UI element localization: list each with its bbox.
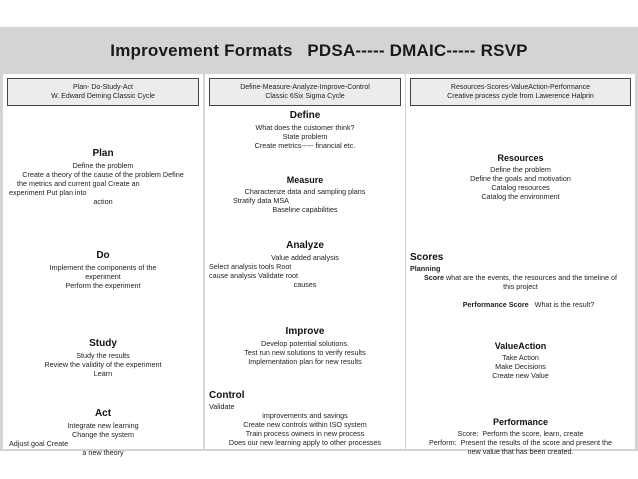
improve-section [209,326,401,366]
improve-line: Implementation plan for new results [248,357,362,366]
act-text: Adjust goal [9,439,45,448]
performance-section [410,416,631,456]
control-line: Train process owners in new process [245,429,365,438]
slide-title: Improvement Formats PDSA----- DMAIC----- RSVP [110,40,528,60]
performance-heading: Performance [492,417,549,427]
plan-line: action [93,197,113,206]
rsvp-header-line: Creative process cycle from Lawerence Halprin [447,93,594,100]
scores-line [410,273,631,282]
act-line: Integrate new learning [67,421,139,430]
scores-bold: Score [424,273,444,282]
do-line: Implement the components of the [49,263,157,272]
control-heading-row [209,390,401,411]
study-line: Review the validity of the experiment [44,360,162,369]
study-line: Learn [93,369,113,378]
pdsa-header-line: W. Edward Deming Classic Cycle [51,93,155,100]
scores-heading-row [410,252,631,273]
performance-line: Perform: Present the results of the score and present the [429,438,612,447]
scores-line [410,291,631,318]
analyze-line [209,271,401,280]
measure-heading: Measure [286,175,324,185]
resources-line: Define the goals and motivation [470,174,571,183]
measure-line: Baseline capabilities [272,205,338,214]
resources-line: Define the problem [490,165,551,174]
control-line: Does our new learning apply to other processes [228,438,382,447]
scores-text: what are the events, the resources and the timeline of [443,273,617,282]
dmaic-header-line: Classic 6Six Sigma Cycle [265,93,345,100]
resources-section [410,152,631,201]
do-heading: Do [96,250,110,261]
valueaction-heading: ValueAction [494,341,547,351]
act-section [7,408,199,457]
measure-line [209,196,401,205]
plan-text: the metrics and current goal [17,179,107,188]
control-heading: Control [209,390,245,401]
analyze-line: causes [293,280,317,289]
plan-line [7,188,199,197]
pdsa-header [7,78,199,106]
act-text: Create [46,439,69,448]
do-line: experiment [85,272,121,281]
plan-text: Create an [108,179,140,188]
resources-line: Catalog the environment [481,192,560,201]
plan-line [7,179,199,188]
scores-section [410,252,631,318]
pdsa-column [3,74,203,457]
plan-text: experiment [9,188,45,197]
measure-text: MSA [273,196,289,205]
slide [0,27,638,457]
control-text: Validate [209,402,235,411]
resources-heading: Resources [497,153,544,163]
dmaic-header [209,78,401,106]
rsvp-header-line: Resources-Scores-ValueAction-Performance [450,84,591,91]
scores-line: this project [503,282,538,291]
plan-line: Create a theory of the cause of the problem Define [22,170,184,179]
valueaction-section [410,340,631,380]
plan-line: Define the problem [72,161,134,170]
define-line: What does the customer think? [255,123,355,132]
measure-section [209,174,401,214]
define-line: State problem [282,132,328,141]
scores-heading: Scores [410,252,444,263]
control-line: improvements and savings [262,411,348,420]
measure-line: Characterize data and sampling plans [244,187,366,196]
rsvp-column [406,74,635,456]
valueaction-line: Create new Value [492,371,549,380]
analyze-line: Value added analysis [271,253,339,262]
analyze-text: Root [276,262,292,271]
study-heading: Study [89,338,117,349]
act-line [7,439,199,448]
dmaic-header-line: Define-Measure-Analyze-Improve-Control [240,84,370,91]
improve-line: Develop potential solutions. [261,339,349,348]
plan-text: Put plan into [46,188,87,197]
define-line: Create metrics----- financial etc. [254,141,356,150]
valueaction-line: Take Action [502,353,539,362]
performance-line: Score: Perform the score, learn, create [457,429,584,438]
act-line: a new theory [82,448,124,457]
scores-text: What is the result? [528,300,595,309]
valueaction-line: Make Decisions [495,362,546,371]
do-line: Perform the experiment [65,281,141,290]
do-section [7,250,199,290]
analyze-line [209,262,401,271]
scores-text: Planning [410,264,441,273]
control-line: Create new controls within ISO system [243,420,367,429]
analyze-heading: Analyze [286,240,324,251]
analyze-text: cause analysis [209,271,257,280]
measure-text: Stratify data [233,196,272,205]
pdsa-header-line: Plan- Do-Study-Act [73,84,133,91]
performance-line: new value that has been created. [467,447,574,456]
resources-line: Catalog resources [491,183,550,192]
study-section [7,338,199,378]
study-line: Study the results [76,351,130,360]
scores-bold: Performance Score [462,300,529,309]
rsvp-header [410,78,631,106]
analyze-section [209,240,401,289]
improve-heading: Improve [285,326,325,337]
define-heading: Define [289,110,321,121]
analyze-text: Select analysis tools [209,262,275,271]
plan-heading: Plan [92,148,114,159]
act-heading: Act [94,408,112,419]
define-section [209,110,401,150]
title-bar [0,27,638,74]
analyze-text: Validate root [258,271,298,280]
dmaic-column [205,74,405,449]
plan-section [7,148,199,206]
improve-line: Test run new solutions to verify results [244,348,366,357]
act-line: Change the system [72,430,134,439]
control-section [209,390,401,447]
